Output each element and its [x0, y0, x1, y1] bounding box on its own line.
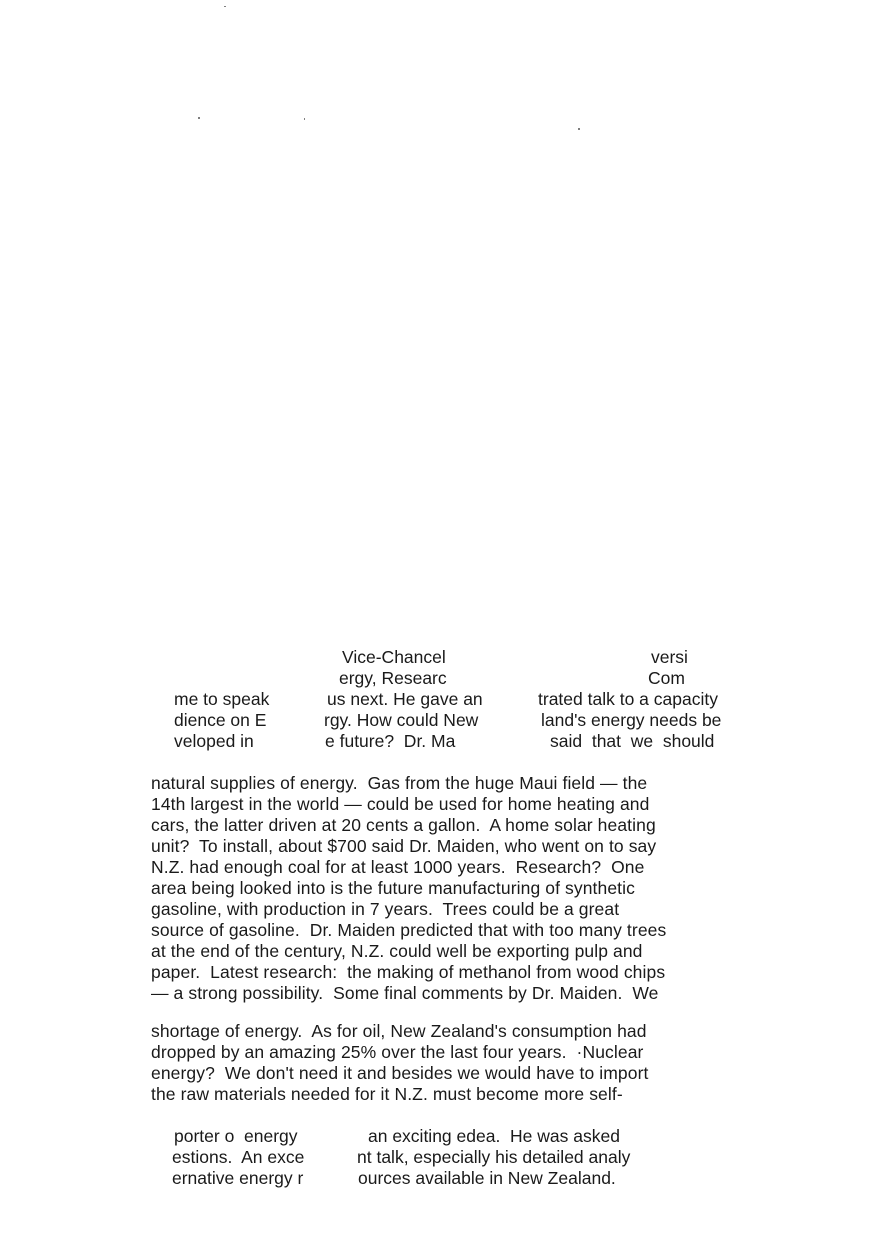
scan-speck: [304, 118, 305, 120]
bottom-fragment: porter o energy: [174, 1126, 298, 1146]
top-fragment: trated talk to a capacity: [538, 689, 718, 709]
scan-speck: [578, 128, 580, 130]
text-line: paper. Latest research: the making of methanol from wood chips: [151, 962, 666, 982]
top-fragment: land's energy needs be: [541, 710, 722, 730]
text-line: the raw materials needed for it N.Z. must become more self-: [151, 1084, 623, 1104]
top-fragment: ergy, Researc: [339, 668, 447, 688]
top-fragment: versi: [651, 647, 688, 667]
text-line: natural supplies of energy. Gas from the huge Maui field — the: [151, 773, 648, 793]
scan-speck: [198, 117, 200, 119]
bottom-fragment: nt talk, especially his detailed analy: [357, 1147, 631, 1167]
text-line: at the end of the century, N.Z. could well be exporting pulp and: [151, 941, 643, 961]
text-line: dropped by an amazing 25% over the last four years. ·Nuclear: [151, 1042, 644, 1062]
text-line: N.Z. had enough coal for at least 1000 years. Research? One: [151, 857, 645, 877]
scan-speck: [224, 6, 226, 7]
text-line: — a strong possibility. Some final comments by Dr. Maiden. We: [151, 983, 659, 1003]
top-fragment: Com: [648, 668, 685, 688]
bottom-fragment: estions. An exce: [172, 1147, 305, 1167]
top-fragment: dience on E: [174, 710, 267, 730]
top-fragment: Vice-Chancel: [342, 647, 446, 667]
text-line: source of gasoline. Dr. Maiden predicted that with too many trees: [151, 920, 667, 940]
bottom-fragment: an exciting edea. He was asked: [368, 1126, 620, 1146]
bottom-fragment: ources available in New Zealand.: [358, 1168, 616, 1188]
text-line: area being looked into is the future manufacturing of synthetic: [151, 878, 635, 898]
top-fragment: veloped in: [174, 731, 254, 751]
top-fragment: rgy. How could New: [324, 710, 479, 730]
top-fragment: said that we should: [550, 731, 715, 751]
text-line: gasoline, with production in 7 years. Trees could be a great: [151, 899, 620, 919]
text-line: shortage of energy. As for oil, New Zealand's consumption had: [151, 1021, 647, 1041]
top-fragment: e future? Dr. Ma: [325, 731, 456, 751]
bottom-fragment: ernative energy r: [172, 1168, 304, 1188]
text-line: 14th largest in the world — could be used for home heating and: [151, 794, 650, 814]
top-fragment: us next. He gave an: [327, 689, 483, 709]
text-line: unit? To install, about $700 said Dr. Maiden, who went on to say: [151, 836, 657, 856]
text-line: energy? We don't need it and besides we would have to import: [151, 1063, 649, 1083]
top-fragment: me to speak: [174, 689, 270, 709]
text-line: cars, the latter driven at 20 cents a gallon. A home solar heating: [151, 815, 656, 835]
